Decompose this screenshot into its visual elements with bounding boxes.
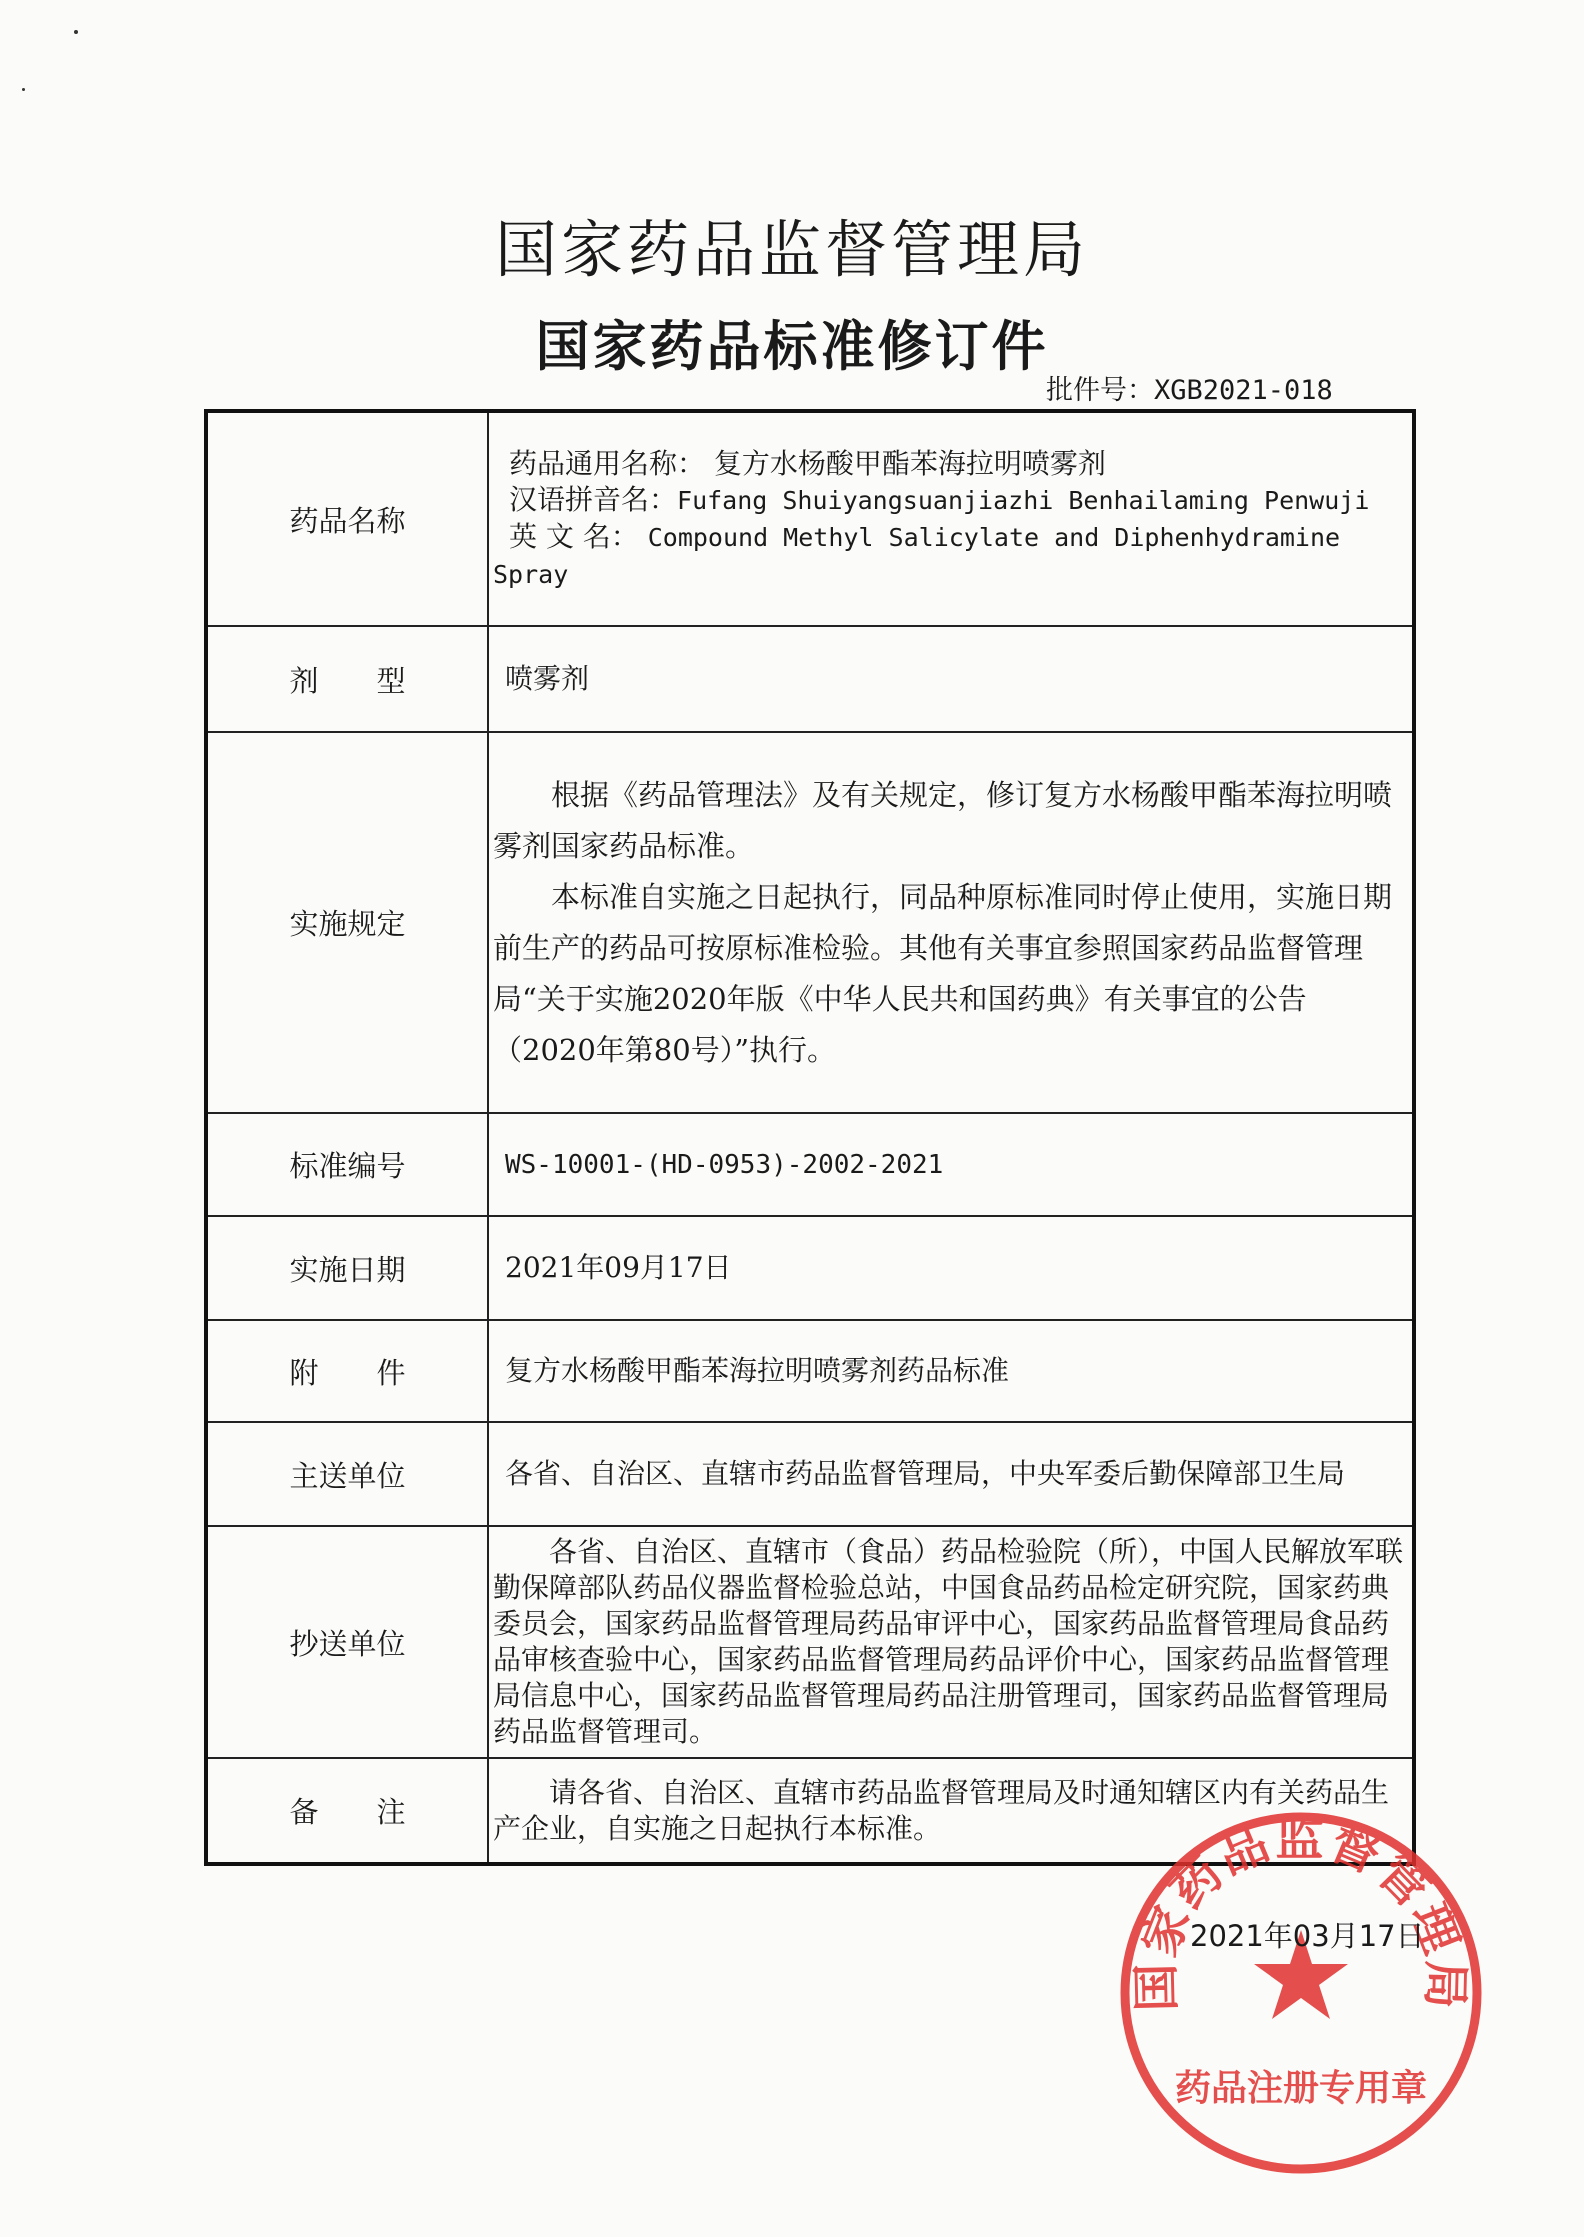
value-standard-number: WS-10001-(HD-0953)-2002-2021 [488, 1113, 1414, 1216]
row-dosage-form [206, 626, 1414, 732]
row-drug-name [206, 411, 1414, 626]
row-attachment [206, 1320, 1414, 1422]
scan-speck [22, 88, 25, 91]
seal-ring-text: 国家药品监督管理局 [1128, 1810, 1474, 2013]
english-name-label: 英 文 名： [509, 519, 639, 553]
english-name-line [493, 519, 1404, 593]
seal-center-text: 药品注册专用章 [1174, 2068, 1428, 2109]
rules-paragraph-1: 根据《药品管理法》及有关规定，修订复方水杨酸甲酯苯海拉明喷雾剂国家药品标准。 [493, 777, 1393, 863]
label-attachment: 附 件 [206, 1320, 488, 1422]
label-drug-name: 药品名称 [206, 411, 488, 626]
value-main-recipients: 各省、自治区、直辖市药品监督管理局，中央军委后勤保障部卫生局 [488, 1422, 1414, 1526]
approval-value: XGB2021-018 [1154, 375, 1333, 406]
pinyin-name: Fufang Shuiyangsuanjiazhi Benhailaming Penwuji [677, 485, 1370, 515]
value-attachment: 复方水杨酸甲酯苯海拉明喷雾剂药品标准 [488, 1320, 1414, 1422]
row-main-recipients [206, 1422, 1414, 1526]
value-implementation-rules [488, 732, 1414, 1113]
value-dosage-form: 喷雾剂 [488, 626, 1414, 732]
label-implementation-rules: 实施规定 [206, 732, 488, 1113]
pinyin-name-line [493, 482, 1404, 519]
label-main-recipients: 主送单位 [206, 1422, 488, 1526]
row-implementation-rules [206, 732, 1414, 1113]
generic-name-line [493, 446, 1404, 482]
row-cc-recipients [206, 1526, 1414, 1758]
value-implementation-date: 2021年09月17日 [488, 1216, 1414, 1320]
label-dosage-form: 剂 型 [206, 626, 488, 732]
pinyin-name-label: 汉语拼音名： [509, 482, 678, 516]
signature-date: 2021年03月17日 [1190, 1919, 1425, 1953]
standard-form-table [204, 409, 1416, 1866]
row-implementation-date [206, 1216, 1414, 1320]
label-remarks: 备 注 [206, 1758, 488, 1864]
value-remarks: 请各省、自治区、直辖市药品监督管理局及时通知辖区内有关药品生产企业，自实施之日起执行本标准。 [488, 1758, 1414, 1864]
generic-name: 复方水杨酸甲酯苯海拉明喷雾剂 [713, 446, 1106, 480]
scan-speck [74, 30, 78, 34]
rules-paragraph-2: 本标准自实施之日起执行，同品种原标准同时停止使用，实施日期前生产的药品可按原标准检验。其他有关事宜参照国家药品监督管理局“关于实施2020年版《中华人民共和国药典》有关事宜的公告（2020年第80号）”执行。 [493, 879, 1393, 1067]
value-drug-name [488, 411, 1414, 626]
generic-name-label: 药品通用名称： [509, 446, 706, 480]
english-name: Compound Methyl Salicylate and Diphenhydramine Spray [493, 522, 1341, 589]
agency-title: 国家药品监督管理局 [494, 213, 1089, 286]
document-title: 国家药品标准修订件 [535, 315, 1049, 378]
approval-label: 批件号： [1046, 375, 1154, 406]
official-seal [1118, 1810, 1484, 2176]
label-implementation-date: 实施日期 [206, 1216, 488, 1320]
row-standard-number [206, 1113, 1414, 1216]
approval-number [1046, 368, 1333, 407]
label-standard-number: 标准编号 [206, 1113, 488, 1216]
value-cc-recipients: 各省、自治区、直辖市（食品）药品检验院（所），中国人民解放军联勤保障部队药品仪器监督检验总站，中国食品药品检定研究院，国家药典委员会，国家药品监督管理局药品审评中心，国家药品监督管理局食品药品审核查验中心，国家药品监督管理局药品评价中心，国家药品监督管理局信息中心，国家药品监督管理局药品注册管理司，国家药品监督管理局药品监督管理司。 [488, 1526, 1414, 1758]
label-cc-recipients: 抄送单位 [206, 1526, 488, 1758]
